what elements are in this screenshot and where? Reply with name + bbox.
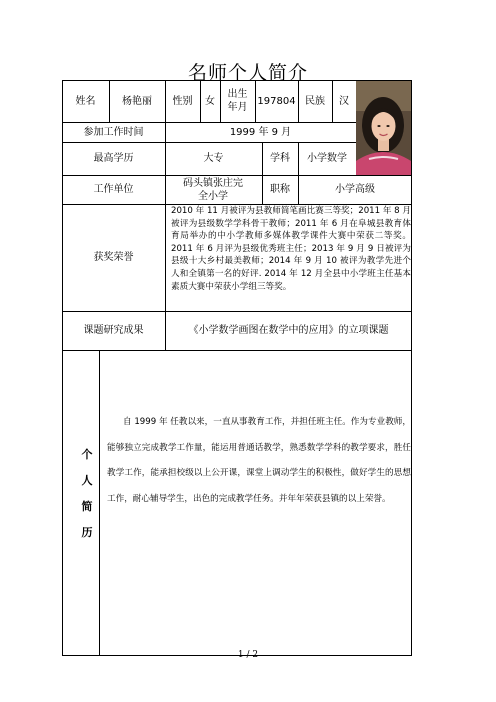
portrait-photo <box>356 81 411 175</box>
profile-label-char: 人 <box>81 474 93 487</box>
title-label: 职称 <box>270 184 290 195</box>
start-work-label: 参加工作时间 <box>83 126 144 138</box>
profile-label-char: 历 <box>81 526 93 539</box>
profile-label-char: 简 <box>81 500 93 513</box>
education-label: 最高学历 <box>93 153 134 164</box>
ethnic-value: 汉 <box>339 95 349 107</box>
profile-text <box>107 410 411 512</box>
gender-value: 女 <box>205 95 215 107</box>
birth-label: 出生年月 <box>227 89 248 113</box>
start-work-value: 1999 年 9 月 <box>229 126 292 138</box>
profile-label <box>78 442 96 546</box>
col-divider <box>220 80 221 122</box>
col-divider <box>99 350 100 656</box>
workplace-label: 工作单位 <box>93 184 134 195</box>
name-label: 姓名 <box>75 95 96 107</box>
portrait-illustration <box>356 81 411 175</box>
title-value: 小学高级 <box>335 184 375 195</box>
ethnic-label: 民族 <box>305 95 325 107</box>
name-value: 杨艳丽 <box>122 95 152 107</box>
research-label: 课题研究成果 <box>83 325 144 336</box>
workplace-value: 码头镇张庄完全小学 <box>183 177 243 202</box>
subject-value: 小学数学 <box>307 153 347 164</box>
education-value: 大专 <box>203 153 224 164</box>
subject-label: 学科 <box>270 153 290 164</box>
page-number: 1 / 2 <box>237 650 259 660</box>
gender-label: 性别 <box>172 95 193 107</box>
profile-label-char: 个 <box>81 448 93 461</box>
birth-value: 197804 <box>257 95 296 107</box>
row-divider <box>62 350 412 351</box>
awards-label: 获奖荣誉 <box>93 252 134 263</box>
profile-paragraph: 自 1999 年 任教以来，一直从事教育工作，并担任班主任。作为专业教师，能够独立完成教学工作量，能运用普通话教学，熟悉数学学科的教学要求，胜任教学工作，能承担校级以上公开课，课堂上调动学生的积极性，做好学生的思想工作，耐心辅导学生，出色的完成教学任务。并年年荣获县镇的以上荣誉。 <box>107 417 411 504</box>
page-title: 名师个人简介 <box>187 62 308 84</box>
awards-text: 2010 年 11 月被评为县教师简笔画比赛三等奖；2011 年 8 月被评为县级数学学科骨干教师；2011 年 6 月在阜城县教育体育局举办的中小学教师多媒体教学课件大赛中荣获二等奖。2011 年 6 月评为县级优秀班主任；2013 年 9 月 9 日被评为县级十大乡村最美教师；2014 年 9 月 10 被评为教学先进个人和全镇第一名的好评. 2014 年 12 月全县中小学班主任基本素质大赛中荣获小学组三等奖。 <box>171 206 411 292</box>
research-value: 《小学数学画图在数学中的应用》的立项课题 <box>188 325 389 336</box>
